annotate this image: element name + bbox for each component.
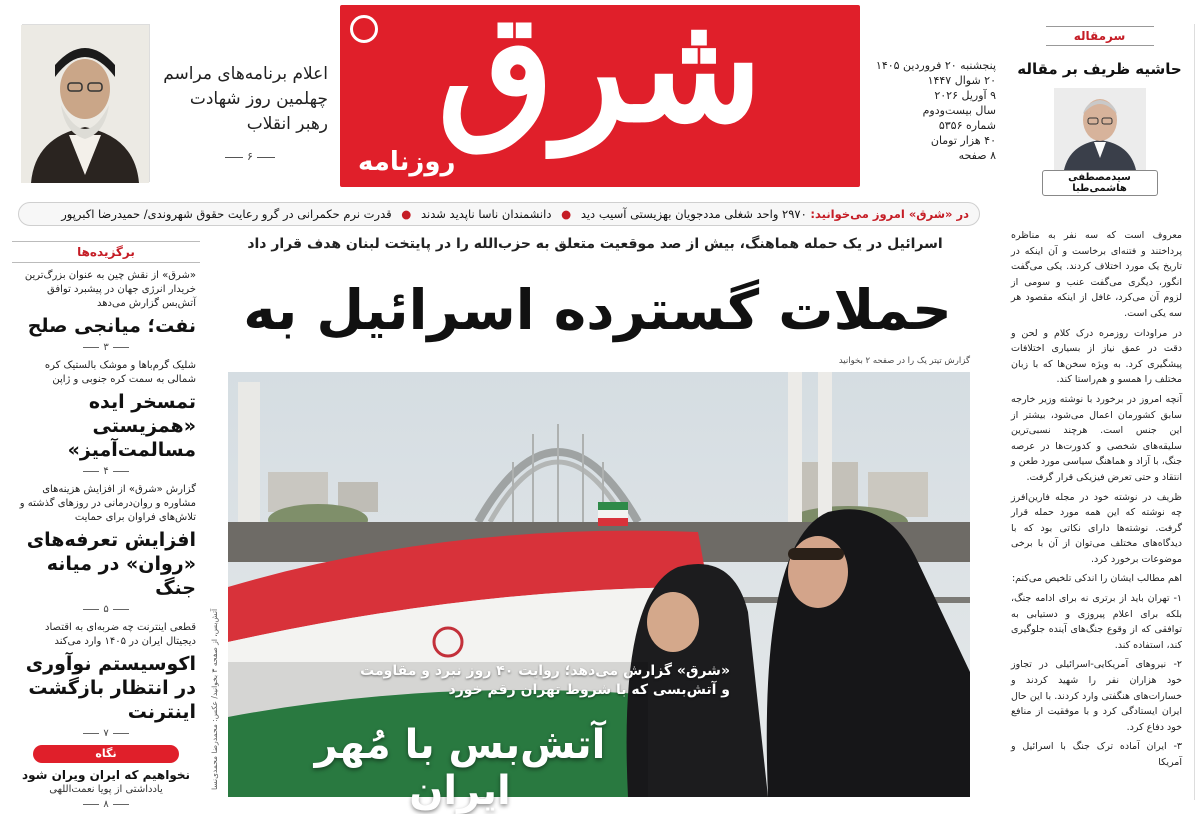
negah-byline: یادداشتی از پویا نعمت‌اللهی [49, 784, 163, 795]
ticker-bar [18, 202, 980, 226]
edition-issue: شماره ۵۳۵۶ [938, 119, 996, 132]
lead-headline[interactable]: حملات گسترده اسرائیل به [243, 278, 952, 342]
ticker-item[interactable]: قدرت نرم حکمرانی در گرو رعایت حقوق شهروندی/ حمیدرضا اکبرپور [61, 207, 392, 221]
promo-page-ref [220, 150, 280, 163]
photo-credit [206, 608, 226, 790]
edition-date-hijri: ۲۰ شوال ۱۴۴۷ [927, 74, 996, 87]
rail-item-title: نفت؛ میانجی صلح [27, 315, 196, 337]
rail-item-intro: شلیک گرم‌باها و موشک بالستیک کره شمالی به سمت کره جنوبی و ژاپن [44, 360, 196, 385]
editorial-body [1005, 228, 1194, 771]
photo-headline[interactable]: آتش‌بس با مُهر ایران [314, 722, 606, 814]
rail-item[interactable] [12, 359, 200, 477]
edition-date-persian: پنجشنبه ۲۰ فروردین ۱۴۰۵ [875, 59, 996, 72]
editorial-author: سیدمصطفی هاشمی‌طبا [1042, 170, 1158, 196]
rail-item-title: اکوسیستم نوآوری در انتظار بازگشت اینترنت [25, 653, 196, 723]
lead-kicker: اسرائیل در یک حمله هماهنگ، بیش از صد موقعیت متعلق به حزب‌الله را در پایتخت لبنان هدف قرار داد [247, 236, 943, 252]
lead-credit: گزارش تیتر یک را در صفحه ۲ بخوانید [838, 356, 970, 366]
edition-pages: ۸ صفحه [958, 149, 996, 162]
rail-item-title: افزایش تعرفه‌های «روان» در میانه جنگ [26, 529, 196, 599]
photo-credit-text: آتش‌بس، از صفحه ۳ بخوانید/ عکس: محمدرضا محمدی‌نسا [210, 608, 219, 790]
rail-item-page: ۴ [16, 466, 196, 477]
promo-line-3: رهبر انقلاب [246, 114, 328, 134]
editorial-column [1005, 24, 1195, 800]
edition-price: ۴۰ هزار تومان [930, 134, 996, 147]
rail-item[interactable] [12, 483, 200, 615]
rail-item-intro: قطعی اینترنت چه ضربه‌ای به اقتصاد دیجیتال ایران در ۱۴۰۵ وارد می‌کند [45, 622, 196, 647]
masthead [340, 0, 860, 187]
negah-title[interactable]: نخواهیم که ایران ویران شود [21, 768, 191, 782]
editorial-paragraph: ظریف در نوشته خود در مجله فارین‌افرز چه نوشته که این همه مورد حمله قرار گرفت. نوشته‌ها دارای نکاتی بود که با دیدگاه‌های مختلف می‌توان از آن با برخی موضوعات برخورد کرد. [1011, 491, 1182, 565]
rail-header: برگزیده‌ها [12, 241, 200, 263]
bullet-icon: ● [561, 207, 572, 221]
promo-text[interactable] [158, 62, 328, 137]
promo-line-1: اعلام برنامه‌های مراسم [163, 64, 328, 84]
author-photo [1054, 88, 1146, 170]
photo-caption-line-1: «شرق» گزارش می‌دهد؛ روایت ۴۰ روز نبرد و مقاومت [360, 663, 730, 679]
ticker-item[interactable]: ۲۹۷۰ واحد شغلی مددجویان بهزیستی آسیب دید [580, 207, 807, 221]
editorial-paragraph: ۳- ایران آماده ترک جنگ با اسرائیل و آمریکا [1011, 741, 1182, 768]
masthead-sub: روزنامه [358, 147, 456, 177]
ticker-lead: در «شرق» امروز می‌خوانید: [810, 207, 969, 221]
editorial-paragraph: ۲- نیروهای آمریکایی-اسرائیلی در تجاوز خود هزاران نفر را شهید کردند و خسارات‌های هنگفتی وارد کردند. با این حال ایران ایستادگی کرد و با موفقیت از منافع خود دفاع کرد. [1011, 659, 1182, 733]
edition-info [866, 58, 996, 163]
rail-item-page: ۵ [16, 604, 196, 615]
promo-line-2: چهلمین روز شهادت [189, 89, 328, 109]
bullet-icon: ● [401, 207, 412, 221]
portrait-image [21, 25, 149, 183]
ticker-item[interactable]: دانشمندان ناسا ناپدید شدند [420, 207, 552, 221]
rail-item-intro: «شرق» از نقش چین به عنوان بزرگ‌ترین خریدار انرژی جهان در پیشبرد توافق آتش‌بس گزارش می‌دهد [24, 270, 196, 309]
promo-page-number: ۶ [247, 150, 253, 163]
rail-item[interactable] [12, 269, 200, 353]
rail-item-title: تمسخر ایده «همزیستی مسالمت‌آمیز» [67, 391, 196, 461]
editorial-paragraph: آنچه امروز در برخورد با نوشته وزیر خارجه سابق کشورمان اعمال می‌شود، بیشتر از این جنس است. هرچند نسبی‌ترین سلیقه‌های شخصی و کدورت‌ها در عرصه جنگ، با آزاد و هماهنگ سیاسی مورد طعن و انتقاد و حتی تعرض فیزیکی قرار گرفت. [1011, 393, 1182, 483]
rail-item-page: ۷ [16, 728, 196, 739]
photo-caption [310, 662, 730, 700]
masthead-brand: شرق [437, 0, 763, 156]
edition-year: سال بیست‌ودوم [922, 104, 996, 117]
rail-item-page: ۳ [16, 342, 196, 353]
negah-badge: نگاه [33, 745, 179, 763]
editorial-paragraph: ۱- تهران باید از برتری نه برای ادامه جنگ، بلکه برای اعلام پیروزی و دستیابی به توافقی که از وقوع جنگ‌های آینده جلوگیری کند، استفاده کند. [1011, 593, 1182, 651]
left-rail [12, 241, 200, 810]
rail-item-intro: گزارش «شرق» از افزایش هزینه‌های مشاوره و روان‌درمانی در روزهای گذشته و تلاش‌های فراوان برای حمایت [19, 484, 196, 523]
edition-date-gregorian: ۹ آوریل ۲۰۲۶ [934, 89, 996, 102]
editorial-label: سرمقاله [1046, 26, 1154, 46]
negah-page: ۸ [16, 799, 196, 810]
editorial-paragraph: اهم مطالب ایشان را اندکی تلخیص می‌کنم: [1011, 573, 1182, 585]
editorial-title[interactable]: حاشیه ظریف بر مقاله [1017, 60, 1182, 78]
rail-item[interactable] [12, 621, 200, 739]
author-portrait-image [1054, 88, 1146, 170]
editorial-paragraph: معروف است که سه نفر به مناظره پرداختند و فتنه‌ای برخاست و آن اینکه در تاریخ یک مورد اختلاف کردند. یکی می‌گفت انگور، دیگری می‌گفت عنب و سومی از لزوم آن می‌کرد، غافل از اینکه مقصود هر سه یکی است. [1011, 230, 1182, 319]
promo-portrait[interactable] [22, 24, 150, 182]
photo-caption-line-2: و آتش‌بسی که با شروط تهران رقم خورد [448, 682, 730, 698]
editorial-paragraph: در مراودات روزمره درک کلام و لحن و دقت در عمق نیاز از بسیاری اختلافات پیشگیری کرد. به ویژه سخن‌ها که با زبان مختلف را همسو و هم‌راستا کند. [1011, 327, 1182, 386]
